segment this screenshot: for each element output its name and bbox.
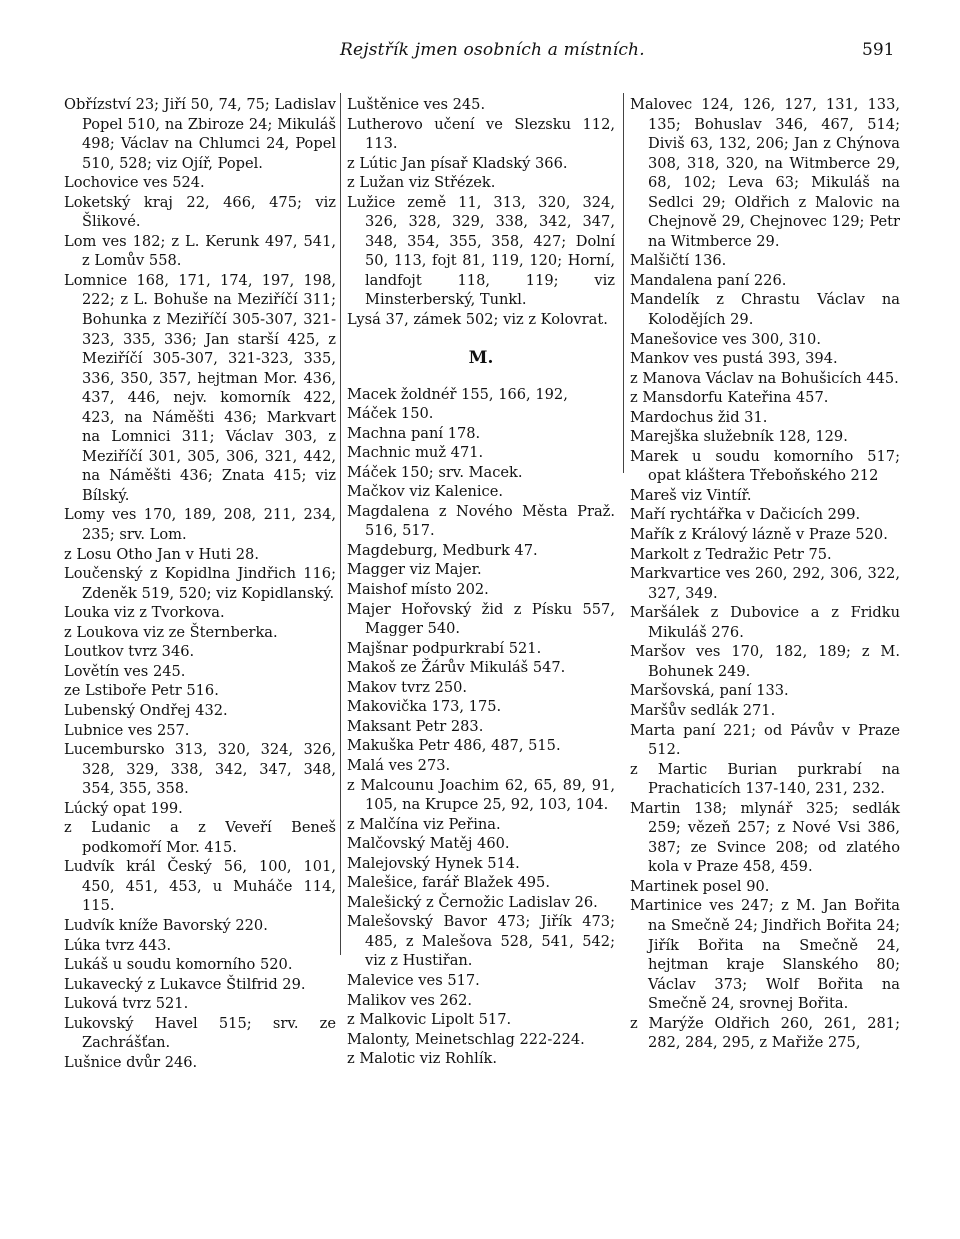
- index-entry: Machna paní 178.: [347, 424, 481, 442]
- column-divider-left: [340, 93, 341, 955]
- index-entry: Lovětín ves 245.: [64, 662, 186, 680]
- index-entry: Lukovský Havel 515; srv. ze Zachrášťan.: [64, 1014, 336, 1052]
- index-entry: Lysá 37, zámek 502; viz z Kolovrat.: [347, 311, 608, 329]
- index-entry: Mačkov viz Kalenice.: [347, 483, 503, 501]
- index-entry: z Malcounu Joachim 62, 65, 89, 91, 105, na Krupce 25, 92, 103, 104.: [347, 776, 615, 814]
- index-entry: ze Lstiboře Petr 516.: [64, 682, 219, 700]
- index-entry: Loutkov tvrz 346.: [64, 643, 195, 661]
- entries-after-heading: [347, 385, 615, 1069]
- entries-before-heading: [347, 95, 615, 330]
- index-entry: z Ludanic a z Veveří Beneš podkomoří Mor. 415.: [64, 819, 336, 856]
- index-column-right: [630, 95, 900, 1053]
- index-entry: Macek žoldnéř 155, 166, 192,: [347, 385, 568, 403]
- index-entry: Malonty, Meinetschlag 222-224.: [347, 1030, 585, 1048]
- index-entry: Mardochus žid 31.: [630, 408, 768, 426]
- index-entry: Malešovský Bavor 473; Jiřík 473; 485, z Malešova 528, 541, 542; viz z Hustiřan.: [347, 913, 615, 970]
- index-entry: Mareš viz Vintíř.: [630, 486, 752, 504]
- index-entry: Maršův sedlák 271.: [630, 701, 776, 719]
- index-entry: Malevice ves 517.: [347, 971, 480, 989]
- index-entry: z Malkovic Lipolt 517.: [347, 1011, 512, 1029]
- index-entry: Loketský kraj 22, 466, 475; viz Šlikové.: [64, 193, 336, 231]
- index-entry: Malešice, farář Blažek 495.: [347, 874, 550, 892]
- index-entry: Máček 150; srv. Macek.: [347, 463, 523, 481]
- index-entry: Magdalena z Nového Města Praž. 516, 517.: [347, 502, 615, 540]
- index-entry: Manešovice ves 300, 310.: [630, 330, 821, 348]
- index-entry: z Mansdorfu Kateřina 457.: [630, 389, 829, 407]
- index-entry: Máček 150.: [347, 405, 434, 423]
- index-entry: Obřízství 23; Jiří 50, 74, 75; Ladislav Popel 510, na Zbiroze 24; Mikuláš 498; Václav na Chlumci 24, Popel 510, 528; viz Ojíř, Popel.: [64, 96, 336, 172]
- index-entry: Malejovský Hynek 514.: [347, 854, 520, 872]
- index-entry: Martin 138; mlynář 325; sedlák 259; vězeň 257; z Nové Vsi 386, 387; ze Svince 208; od zlatého kola v Praze 458, 459.: [630, 799, 900, 876]
- index-entry: Lochovice ves 524.: [64, 174, 205, 192]
- index-entry: Lutherovo učení ve Slezsku 112, 113.: [347, 115, 615, 153]
- index-entry: Machnic muž 471.: [347, 444, 484, 462]
- index-entry: Lomnice 168, 171, 174, 197, 198, 222; z L. Bohuše na Meziříčí 311; Bohunka z Meziříčí 305-307, 321-323, 335, 336; Jan starší 425, z Meziříčí 305-307, 321-323, 335, 336, 350, 357, hejtman Mor. 436, 437, 446, nejv. komorník 422, 423, na Náměšti 436; Markvart na Lomnici 311; Václav 303, z Meziříčí 301, 305, 306, 321, 442, na Náměšti 436; Znata 415; viz Bílský.: [64, 271, 336, 504]
- index-entry: Makovička 173, 175.: [347, 698, 502, 716]
- index-entry: Makuška Petr 486, 487, 515.: [347, 737, 561, 755]
- index-column-middle: [347, 95, 615, 1069]
- index-entry: Lucembursko 313, 320, 324, 326, 328, 329, 338, 342, 347, 348, 354, 355, 358.: [64, 741, 336, 798]
- index-entry: z Losu Otho Jan v Huti 28.: [64, 545, 259, 563]
- index-entry: Malikov ves 262.: [347, 991, 472, 1009]
- index-entry: Mandelík z Chrastu Václav na Kolodějích 29.: [630, 291, 900, 329]
- index-entry: Lúcký opat 199.: [64, 799, 183, 817]
- index-entry: Loučenský z Kopidlna Jindřich 116; Zdeněk 519, 520; viz Kopidlanský.: [64, 565, 336, 602]
- index-entry: Marta paní 221; od Pávův v Praze 512.: [630, 721, 900, 759]
- index-entry: Lom ves 182; z L. Kerunk 497, 541, z Lomův 558.: [64, 232, 336, 270]
- index-entry: Maishof místo 202.: [347, 581, 489, 599]
- index-entry: Makoš ze Žárův Mikuláš 547.: [347, 659, 566, 677]
- index-entry: Ludvík král Český 56, 100, 101, 450, 451, 453, u Muháče 114, 115.: [64, 858, 336, 915]
- index-entry: Lukáš u soudu komorního 520.: [64, 956, 293, 974]
- index-entry: Martinice ves 247; z M. Jan Bořita na Smečně 24; Jindřich Bořita 24; Jiřík Bořita na Smečně 24, hejtman kraje Slanského 80; Václav 373; Wolf Bořita na Smečně 24, srovnej Bořita.: [630, 897, 900, 1013]
- index-entry: Magger viz Majer.: [347, 561, 482, 579]
- column-divider-right: [623, 93, 624, 473]
- index-entry: Majer Hořovský žid z Písku 557, Magger 540.: [347, 600, 615, 638]
- index-entry: Maršálek z Dubovice a z Fridku Mikuláš 276.: [630, 604, 900, 641]
- index-entry: z Loukova viz ze Šternberka.: [64, 623, 278, 641]
- index-entry: z Manova Václav na Bohušicích 445.: [630, 369, 899, 387]
- index-entry: Lúka tvrz 443.: [64, 936, 172, 954]
- index-entry: Maršov ves 170, 182, 189; z M. Bohunek 249.: [630, 643, 900, 680]
- index-entry: Lužice země 11, 313, 320, 324, 326, 328, 329, 338, 342, 347, 348, 354, 355, 358, 427; Dolní 50, 113, fojt 81, 119, 120; Horní, landfojt 118, 119; viz Minsterberský, Tunkl.: [347, 193, 615, 309]
- index-entry: Marek u soudu komorního 517; opat kláštera Třeboňského 212: [630, 447, 900, 485]
- index-entry: Lomy ves 170, 189, 208, 211, 234, 235; srv. Lom.: [64, 506, 336, 544]
- index-entry: Malčovský Matěj 460.: [347, 835, 510, 853]
- index-entry: Lušnice dvůr 246.: [64, 1053, 198, 1071]
- index-entry: z Lužan viz Střézek.: [347, 174, 496, 192]
- index-entry: Luková tvrz 521.: [64, 995, 189, 1013]
- index-entry: Malovec 124, 126, 127, 131, 133, 135; Bohuslav 346, 467, 514; Diviš 63, 132, 206; Jan z Chýnova 308, 318, 320, na Witmberce 29, 68, 102; Leva 63; Mikuláš na Sedlci 29; Oldřich z Malovic na Chejnově 29, Chejnovec 129; Petr na Witmberce 29.: [630, 96, 900, 250]
- index-column-left: [64, 95, 336, 1072]
- index-entry: Lukavecký z Lukavce Štilfrid 29.: [64, 975, 306, 993]
- index-entry: Malá ves 273.: [347, 756, 451, 774]
- index-entry: z Malotic viz Rohlík.: [347, 1050, 497, 1068]
- letter-heading: M.: [468, 347, 494, 368]
- index-entry: Ludvík kníže Bavorský 220.: [64, 916, 268, 934]
- index-entry: Maří rychtářka v Dačicích 299.: [630, 506, 861, 524]
- index-entry: Malešický z Černožic Ladislav 26.: [347, 893, 598, 911]
- index-entry: Magdeburg, Medburk 47.: [347, 541, 538, 559]
- index-entry: z Lútic Jan písař Kladský 366.: [347, 154, 568, 172]
- running-header-title: Rejstřík jmen osobních a místních.: [340, 40, 645, 60]
- index-entry: Mankov ves pustá 393, 394.: [630, 350, 838, 368]
- page-number: 591: [862, 40, 895, 60]
- index-entry: z Martic Burian purkrabí na Prachaticích 137-140, 231, 232.: [630, 760, 900, 798]
- index-entry: Luštěnice ves 245.: [347, 96, 486, 113]
- index-entry: Maksant Petr 283.: [347, 717, 484, 735]
- index-entry: Maršovská, paní 133.: [630, 682, 789, 700]
- index-entry: Louka viz z Tvorkova.: [64, 604, 225, 622]
- index-entry: Majšnar podpurkrabí 521.: [347, 639, 542, 657]
- index-entry: z Marýže Oldřich 260, 261, 281; 282, 284, 295, z Mařiže 275,: [630, 1014, 900, 1052]
- index-entry: Martinek posel 90.: [630, 877, 770, 895]
- index-entry: Mandalena paní 226.: [630, 271, 787, 289]
- index-entry: Makov tvrz 250.: [347, 678, 468, 696]
- index-entry: Lubnice ves 257.: [64, 721, 190, 739]
- index-entry: Malšičtí 136.: [630, 252, 727, 270]
- index-entry: Lubenský Ondřej 432.: [64, 701, 228, 719]
- index-entry: Markolt z Tedražic Petr 75.: [630, 545, 832, 563]
- index-entry: Markvartice ves 260, 292, 306, 322, 327, 349.: [630, 565, 900, 602]
- index-entry: Marejška služebník 128, 129.: [630, 428, 848, 446]
- index-entry: z Malčína viz Peřina.: [347, 815, 501, 833]
- index-entry: Mařík z Králový lázně v Praze 520.: [630, 526, 888, 544]
